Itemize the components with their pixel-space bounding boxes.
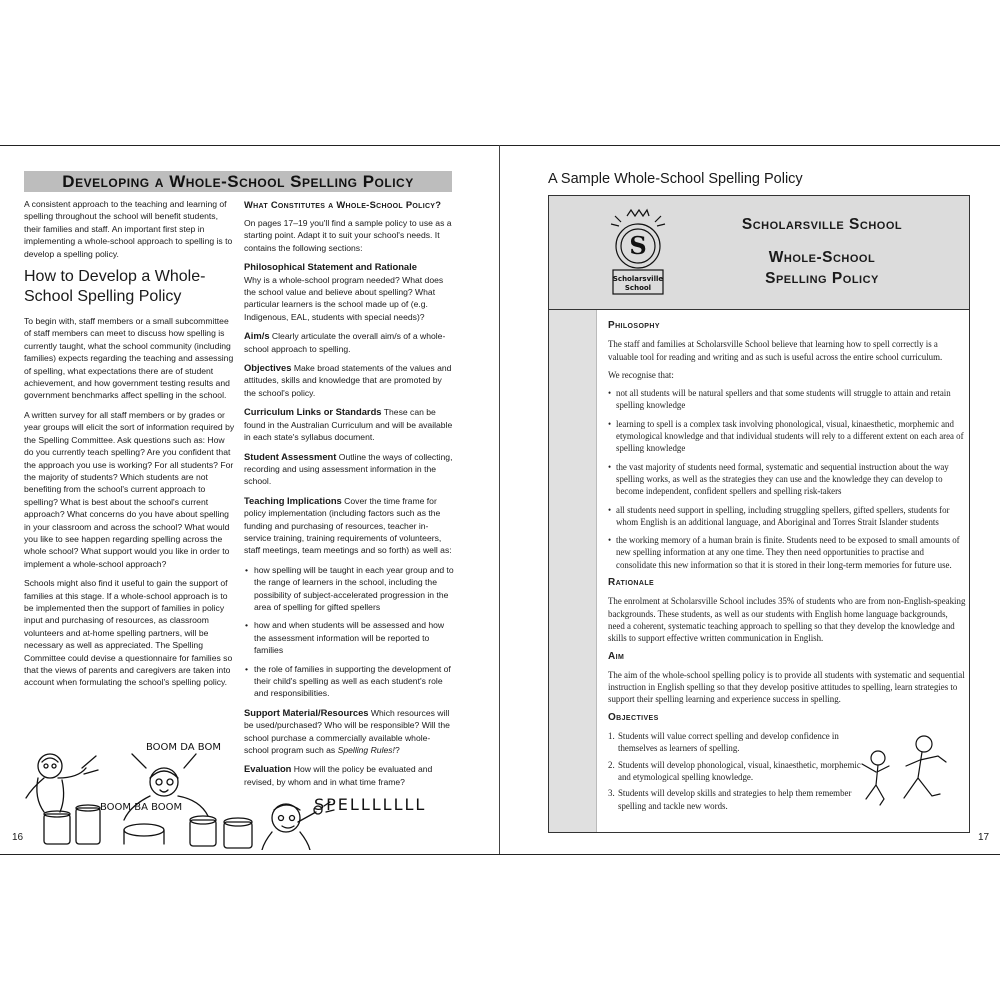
objective-text: Students will develop phonological, visual, kinaesthetic, morphemic and etymological spelling knowledge.	[618, 759, 861, 782]
crest-text-2: School	[624, 284, 652, 292]
left-page-number: 16	[12, 832, 24, 843]
objective-text: Students will develop skills and strategies to help them remember spelling and tackle new words.	[618, 788, 852, 811]
section-curriculum	[244, 406, 454, 443]
aim-heading: Aim	[608, 650, 625, 662]
objective-text: Students will value correct spelling and develop confidence in themselves as learners of spelling.	[618, 731, 839, 754]
objective-item	[608, 787, 868, 812]
section-text: These can be found in the Australian Curriculum and will be available in each state's syllabus document.	[244, 407, 453, 443]
section-philosophical	[244, 261, 454, 323]
school-name: Scholarsville School	[741, 216, 903, 233]
section-term: Student Assessment	[244, 450, 337, 462]
section-term: Teaching Implications	[244, 494, 342, 506]
rationale-text: The enrolment at Scholarsville School includes 35% of students who are from non-English-speaking backgrounds. These students, as well as our students with English home language backgrounds, need a coherent, systematic teaching approach to spelling so that they develop the knowledge and skills to support effective written communication in English.	[608, 596, 966, 644]
rationale-heading: Rationale	[608, 577, 655, 589]
left-page-heading: Developing a Whole-School Spelling Policy	[24, 171, 452, 192]
section-objectives	[244, 362, 454, 399]
crest-text-1: Scholarsville	[612, 275, 664, 283]
bullet-item: • learning to spell is a complex task involving phonological, visual, kinaesthetic, morphemic and etymological knowledge and that individual students will rely to a different extent on each area of spelling knowledge	[616, 418, 966, 455]
bullet-item: • how spelling will be taught in each year group and to the range of learners in the school, including the possibility of subject-accelerated progression in the area of spelling for gifted spellers	[254, 564, 454, 614]
program-title: Spelling Rules!	[337, 745, 395, 756]
teaching-bullets	[244, 564, 454, 700]
left-column-1	[24, 198, 236, 696]
subheading: How to Develop a Whole-School Spelling Policy	[24, 268, 206, 306]
aim-text: The aim of the whole-school spelling policy is to provide all students with systematic and sequential instruction in English spelling so that they develop positive attitudes to spelling, learn strategies to support their spelling learning and experience success in spelling.	[608, 669, 965, 705]
philosophy-bullets	[608, 387, 966, 571]
section-aims	[244, 330, 454, 355]
bullet-item: • not all students will be natural spellers and that some students will struggle to attain and retain spelling knowledge	[616, 387, 966, 412]
section-term: Evaluation	[244, 763, 292, 775]
policy-title-line-2: Spelling Policy	[765, 270, 879, 287]
section-assessment	[244, 451, 454, 488]
column-2-heading: What Constitutes a Whole-School Policy?	[244, 199, 442, 210]
dancing-kids-cartoon	[856, 730, 956, 820]
section-term: Support Material/Resources	[244, 706, 369, 718]
bullet-item: • the working memory of a human brain is finite. Students need to be exposed to small amounts of new spelling information at any one time. They then need opportunities to practise and consolidate this new information so that it is stored in their long-term memories for future use.	[616, 534, 966, 571]
section-text: Which resources will be used/purchased? Who will be responsible? Will the school purchase a commercially available whole-school program such as	[244, 707, 450, 756]
objectives-heading: Objectives	[608, 711, 659, 723]
bullet-item: • how and when students will be assessed and how the assessment information will be reported to families	[254, 619, 454, 656]
crest-icon	[603, 206, 673, 298]
objectives-list	[608, 730, 868, 812]
objective-item	[608, 759, 868, 784]
bullet-item: • the role of families in supporting the development of their child's spelling as well as each student's role and responsibilities.	[254, 663, 454, 700]
cartoon-text-spell: SPELLLLLLL	[314, 795, 427, 814]
bullet-item: • the vast majority of students need formal, systematic and sequential instruction about the way spelling works, as well as the strategies they can use and the knowledge they can develop to become independent, confident spellers and spelling risk-takers	[616, 461, 966, 498]
philosophy-intro: The staff and families at Scholarsville School believe that learning how to spell correctly is a valuable tool for reading and writing and as such is useful across the entire school curriculum.	[608, 339, 943, 362]
school-crest-logo	[603, 206, 673, 298]
objective-number: 2.	[608, 759, 615, 770]
policy-title	[702, 247, 942, 289]
section-term: Curriculum Links or Standards	[244, 406, 382, 418]
right-page-title: A Sample Whole-School Spelling Policy	[548, 171, 803, 187]
objective-number: 1.	[608, 731, 615, 742]
objective-item	[608, 730, 868, 755]
section-teaching	[244, 495, 454, 557]
philosophy-heading: Philosophy	[608, 320, 660, 331]
page-gutter	[499, 145, 500, 854]
paragraph-3: Schools might also find it useful to gain the support of families at this stage. If a whole-school approach is to be implemented then the support of families in policy input and purchasing of resources, as classroom volunteers and at-home spelling partners, will be necessary as well as appreciated. The Spelling Committee could devise a questionnaire for families so that the views of parents and caregivers are taken into account when formulating the school's spelling policy.	[24, 578, 233, 688]
we-recognise: We recognise that:	[608, 369, 674, 380]
objective-number: 3.	[608, 788, 615, 799]
right-page-number: 17	[978, 832, 990, 843]
section-term: Aim/s	[244, 330, 270, 342]
section-text: Outline the ways of collecting, recording and using assessment information in the school.	[244, 451, 453, 487]
bullet-item: • all students need support in spelling, including struggling spellers, gifted spellers, students for whom English is an additional language, and Aboriginal and Torres Strait Islander students	[616, 504, 966, 529]
left-column-2	[244, 198, 454, 795]
intro-paragraph: A consistent approach to the teaching and learning of spelling throughout the school will benefit students, their families and staff. An important first step in implementing a whole-school approach to spelling is to develop a spelling policy.	[24, 199, 233, 259]
paragraph-1: To begin with, staff members or a small subcommittee of staff members can meet to discuss how spelling is currently taught, what the school community (including families) expects regarding the teaching and assessing of spelling, what expectations there are of student achievement, and how government testing results and government benchmarks affect spelling in the school.	[24, 316, 234, 401]
drummers-cartoon	[24, 738, 464, 850]
section-text: Make broad statements of the values and attitudes, skills and knowledge that are promoted by the school's policy.	[244, 363, 452, 398]
cartoon-text-boom-da-bom: BOOM DA BOM	[146, 742, 221, 753]
column-2-intro: On pages 17–19 you'll find a sample policy to use as a starting point. Adapt it to suit your school's needs. It contains the following sections:	[244, 218, 452, 253]
punctuation: ?	[394, 745, 400, 756]
cartoon-text-boom-ba-boom: BOOM BA BOOM	[100, 802, 183, 813]
section-text: Clearly articulate the overall aim/s of a whole-school approach to spelling.	[244, 331, 446, 354]
section-text: Cover the time frame for policy implementation (including factors such as the funding and purchasing of resources, teacher in-service training, training requirements of volunteers, staff meetings, team meetings and so forth) as well as:	[244, 495, 452, 556]
section-text: How will the policy be evaluated and revised, by whom and in what time frame?	[244, 764, 433, 787]
policy-title-line-1: Whole-School	[768, 249, 876, 266]
section-term: Philosophical Statement and Rationale	[244, 261, 417, 273]
section-term: Objectives	[244, 362, 292, 374]
section-text: Why is a whole-school program needed? What does the school value and believe about spelling? What particular learners is the school made up of (e.g. Indigenous, EAL, students with special needs)?	[244, 274, 444, 322]
paragraph-2: A written survey for all staff members or by grades or year groups will elicit the sort of information required by the Spelling Committee. Ask questions such as: How do you currently teach spelling? Are you confident that the approach you use is working? For all students? For the majority of students? Which students are not benefiting from the school's current approach to spelling? What is best about the school's current approach? What concerns do you have about spelling in your classroom and across the school? What would you like to see happen regarding spelling across the whole school? What support would you like in order to implement a whole-school approach?	[24, 409, 235, 569]
side-stripe	[549, 310, 597, 832]
crest-letter: S	[629, 231, 647, 260]
